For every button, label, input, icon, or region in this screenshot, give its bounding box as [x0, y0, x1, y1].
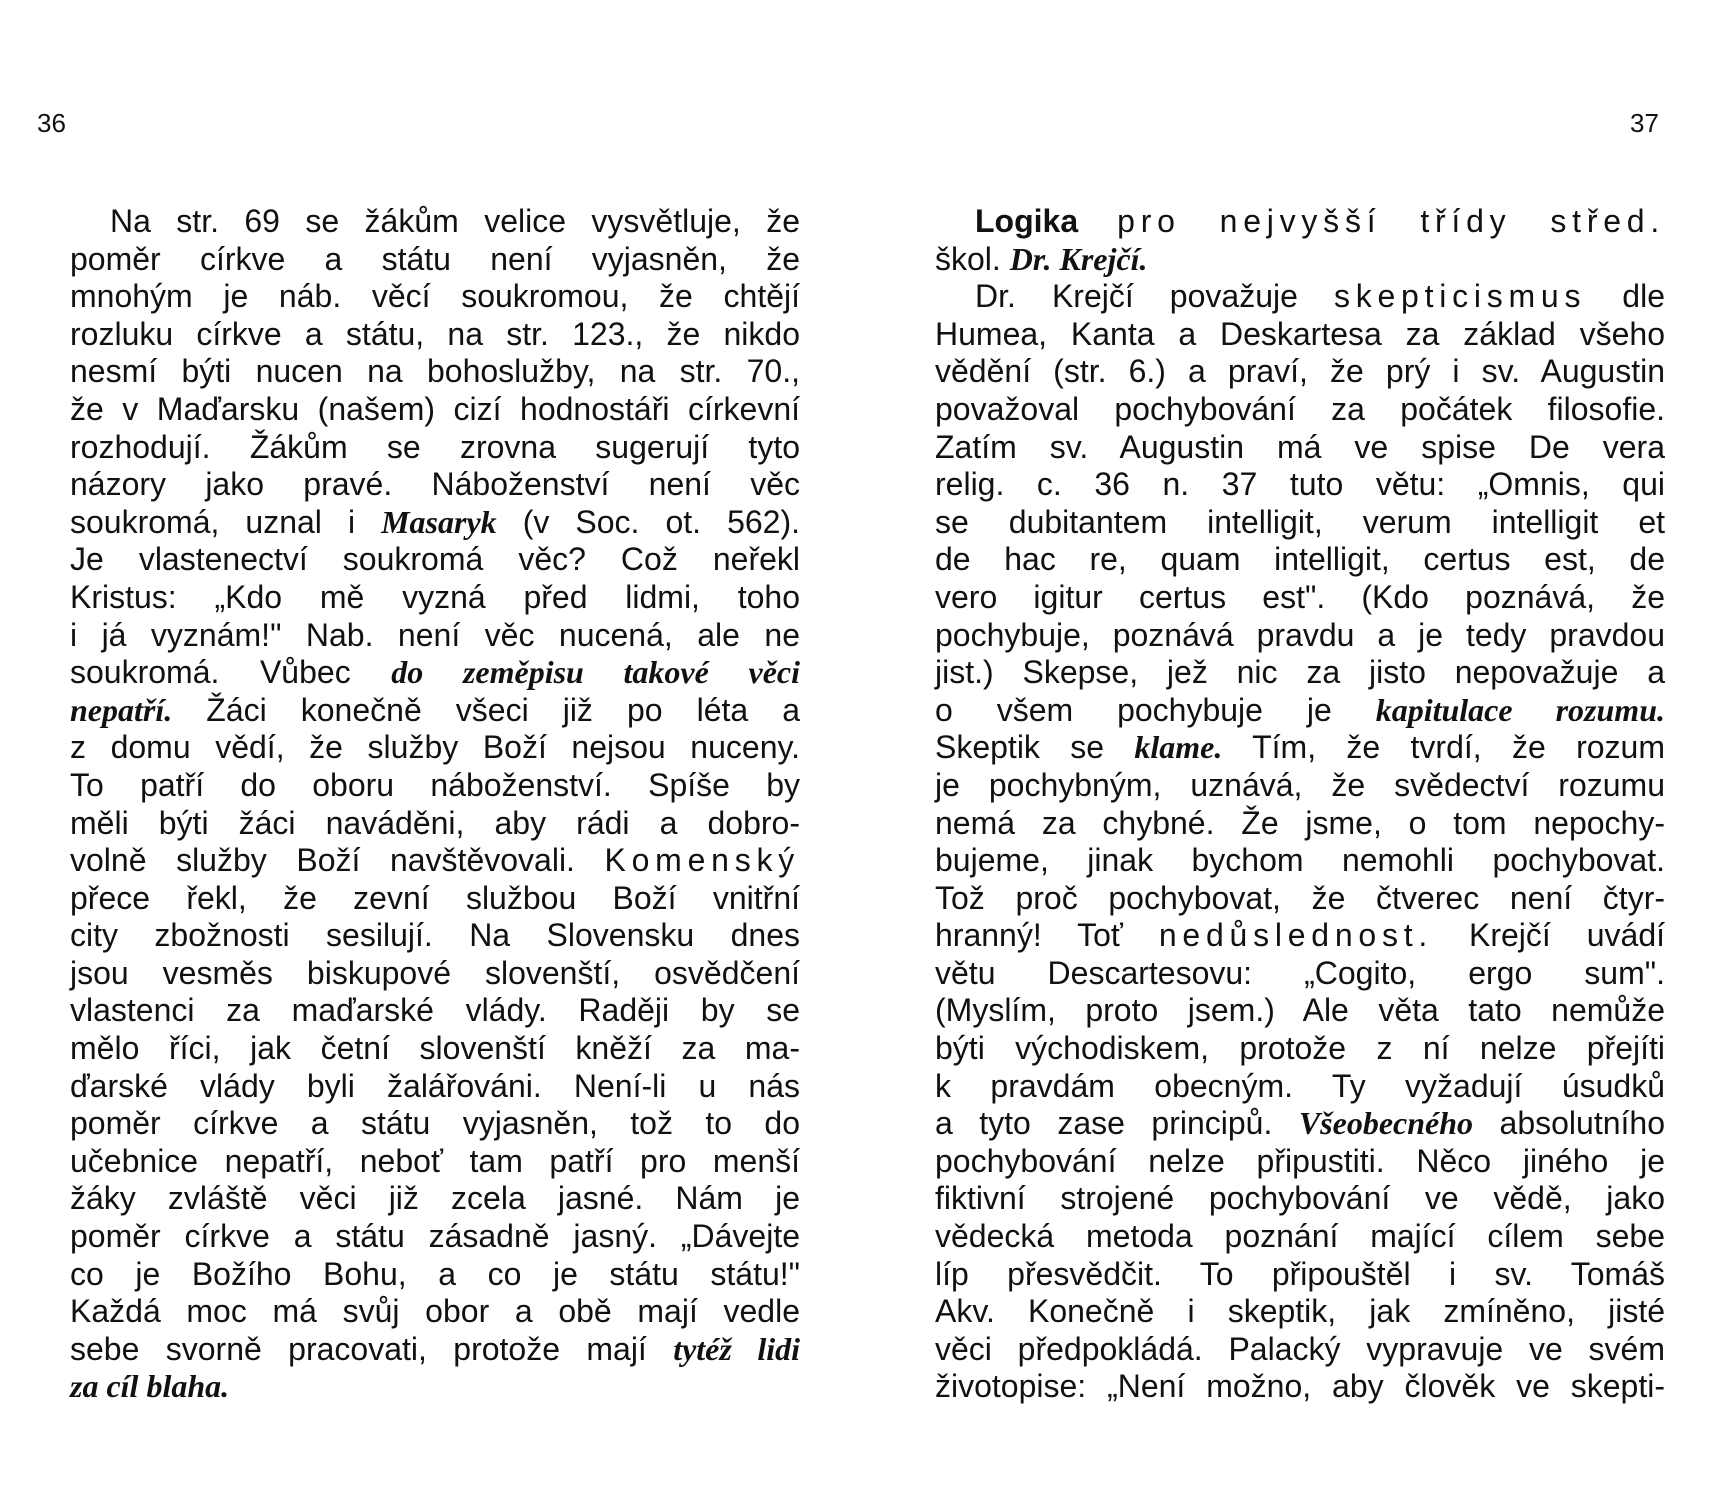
section-heading: [935, 203, 1665, 241]
text-line: pochybuje, poznává pravdu a je tedy pravdou: [935, 616, 1665, 653]
text-line: přece řekl, že zevní službou Boží vnitřní: [70, 879, 800, 916]
italic-text: Všeobecného: [1298, 1105, 1474, 1142]
italic-text: za cíl blaha.: [70, 1368, 230, 1405]
text-line: mělo říci, jak četní slovenští kněží za ma-: [70, 1030, 800, 1067]
italic-text: do zeměpisu takové věci: [391, 654, 800, 691]
text-line: životopise: „Není možno, aby člověk ve skepti-: [935, 1368, 1665, 1405]
text-line: co je Božího Bohu, a co je státu státu!": [70, 1255, 800, 1292]
text-line: Humea, Kanta a Deskartesa za základ všeho: [935, 315, 1665, 352]
italic-text: Dr. Krejčí.: [1009, 240, 1148, 277]
spaced-text: skepticismus: [1333, 278, 1587, 315]
text-line: i já vyznám!" Nab. není věc nucená, ale ne: [70, 616, 800, 653]
bold-text: Logika: [975, 203, 1079, 239]
text-line: a tyto zase principů. Všeobecného absolutního: [935, 1105, 1665, 1142]
text-line: vědecká metoda poznání mající cílem sebe: [935, 1218, 1665, 1255]
text-line: vědění (str. 6.) a praví, že prý i sv. Augustin: [935, 353, 1665, 390]
left-page-text: [70, 203, 800, 1406]
text-line: rozluku církve a státu, na str. 123., že nikdo: [70, 315, 800, 352]
spaced-text: Komenský: [604, 842, 800, 879]
text-line: věci předpokládá. Palacký vypravuje ve svém: [935, 1330, 1665, 1367]
text-line: poměr církve a státu není vyjasněn, že: [70, 240, 800, 277]
text-line: rozhodují. Žákům se zrovna sugerují tyto: [70, 428, 800, 465]
text-line: Je vlastenectví soukromá věc? Což neřekl: [70, 541, 800, 578]
text-line: nepatří. Žáci konečně všeci již po léta a: [70, 691, 800, 728]
text-line: Zatím sv. Augustin má ve spise De vera: [935, 428, 1665, 465]
text-line: jist.) Skepse, jež nic za jisto nepovažuje a: [935, 654, 1665, 691]
text-line: o všem pochybuje je kapitulace rozumu.: [935, 691, 1665, 728]
text-line: hranný! Toť nedůslednost. Krejčí uvádí: [935, 917, 1665, 954]
text-line: žáky zvláště věci již zcela jasné. Nám je: [70, 1180, 800, 1217]
text-line: býti východiskem, protože z ní nelze přejíti: [935, 1030, 1665, 1067]
text-line: nemá za chybné. Že jsme, o tom nepochy-: [935, 804, 1665, 841]
text-line: Dr. Krejčí považuje skepticismus dle: [975, 278, 1665, 315]
text-line: škol. Dr. Krejčí.: [935, 240, 1148, 277]
text-line: Každá moc má svůj obor a obě mají vedle: [70, 1293, 800, 1330]
text-line: ďarské vlády byli žalářováni. Není-li u nás: [70, 1067, 800, 1104]
text-line: [70, 1368, 800, 1406]
italic-text: tytéž lidi: [673, 1330, 800, 1367]
right-page-text: [935, 203, 1665, 1406]
text-line: je pochybným, uznává, že svědectví rozumu: [935, 766, 1665, 803]
text-line: Tož proč pochybovat, že čtverec není čtyr-: [935, 879, 1665, 916]
italic-text: Masaryk: [381, 503, 497, 540]
text-line: relig. c. 36 n. 37 tuto větu: „Omnis, qui: [935, 466, 1665, 503]
text-line: z domu vědí, že služby Boží nejsou nuceny.: [70, 729, 800, 766]
text-line: názory jako pravé. Náboženství není věc: [70, 466, 800, 503]
text-line: vero igitur certus est". (Kdo poznává, že: [935, 578, 1665, 615]
text-line: soukromá. Vůbec do zeměpisu takové věci: [70, 654, 800, 691]
text-line: city zbožnosti sesilují. Na Slovensku dnes: [70, 917, 800, 954]
text-line: poměr církve a státu zásadně jasný. „Dávejte: [70, 1218, 800, 1255]
italic-text: nepatří.: [70, 691, 173, 728]
text-line: nesmí býti nucen na bohoslužby, na str. 70.,: [70, 353, 800, 390]
text-line: Skeptik se klame. Tím, že tvrdí, že rozum: [935, 729, 1665, 766]
text-line: bujeme, jinak bychom nemohli pochybovat.: [935, 842, 1665, 879]
text-line: (Myslím, proto jsem.) Ale věta tato nemůže: [935, 992, 1665, 1029]
text-line: Kristus: „Kdo mě vyzná před lidmi, toho: [70, 578, 800, 615]
text-line: považoval pochybování za počátek filosofie.: [935, 390, 1665, 427]
text-line: vlastenci za maďarské vlády. Raději by se: [70, 992, 800, 1029]
text-line: větu Descartesovu: „Cogito, ergo sum".: [935, 954, 1665, 991]
text-line: mnohým je náb. věcí soukromou, že chtějí: [70, 278, 800, 315]
text-line: poměr církve a státu vyjasněn, tož to do: [70, 1105, 800, 1142]
page-number-left: 36: [37, 108, 66, 138]
text-line: Akv. Konečně i skeptik, jak zmíněno, jisté: [935, 1293, 1665, 1330]
text-line: k pravdám obecným. Ty vyžadují úsudků: [935, 1067, 1665, 1104]
spaced-text: nedůslednost.: [1158, 917, 1434, 954]
text-line: jsou vesměs biskupové slovenští, osvědčení: [70, 954, 800, 991]
text-line: volně služby Boží navštěvovali. Komenský: [70, 842, 800, 879]
spaced-text: pro nejvyšší třídy střed.: [1078, 203, 1665, 239]
text-line: soukromá, uznal i Masaryk (v Soc. ot. 562).: [70, 503, 801, 540]
text-line: pochybování nelze připustiti. Něco jiného je: [935, 1142, 1665, 1179]
text-line: měli býti žáci naváděni, aby rádi a dobro-: [70, 804, 800, 841]
italic-text: kapitulace rozumu.: [1375, 691, 1665, 728]
text-line: sebe svorně pracovati, protože mají tytéž lidi: [70, 1330, 800, 1367]
text-line: Na str. 69 se žákům velice vysvětluje, že: [110, 203, 800, 239]
text-line: To patří do oboru náboženství. Spíše by: [70, 766, 800, 803]
text-line: se dubitantem intelligit, verum intelligit et: [935, 503, 1665, 540]
text-line: de hac re, quam intelligit, certus est, de: [935, 541, 1665, 578]
italic-text: klame.: [1134, 729, 1223, 766]
page-number-right: 37: [1630, 108, 1659, 138]
text-line: učebnice nepatří, neboť tam patří pro menší: [70, 1142, 800, 1179]
text-line: líp přesvědčit. To připouštěl i sv. Tomáš: [935, 1255, 1665, 1292]
text-line: že v Maďarsku (našem) cizí hodnostáři církevní: [70, 390, 800, 427]
text-line: fiktivní strojené pochybování ve vědě, jako: [935, 1180, 1665, 1217]
